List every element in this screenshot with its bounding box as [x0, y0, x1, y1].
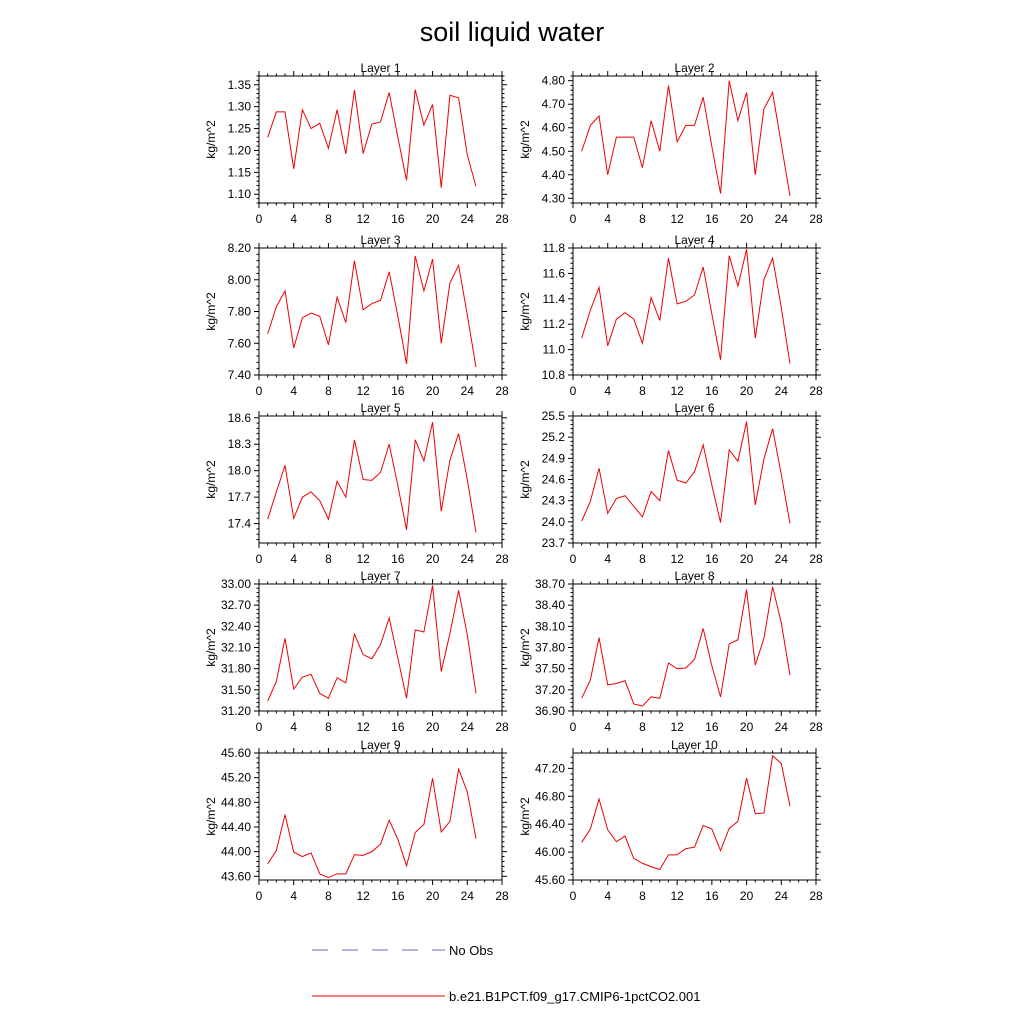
x-tick-label: 28 [809, 552, 823, 566]
y-tick-label: 1.30 [227, 99, 251, 114]
y-axis-label: kg/m^2 [204, 460, 218, 499]
x-tick-label: 8 [639, 384, 646, 398]
y-tick-label: 8.00 [227, 272, 251, 287]
x-tick-label: 28 [495, 889, 509, 903]
panel-title: Layer 8 [674, 569, 715, 583]
x-tick-label: 12 [356, 212, 370, 226]
y-tick-label: 44.80 [220, 795, 251, 810]
y-tick-label: 24.0 [541, 514, 565, 529]
x-tick-label: 16 [705, 889, 719, 903]
panel-title: Layer 6 [674, 401, 715, 415]
x-tick-label: 12 [670, 384, 684, 398]
y-tick-label: 18.6 [227, 410, 251, 425]
y-tick-label: 45.60 [220, 746, 251, 760]
y-tick-label: 46.00 [534, 845, 565, 860]
panel-layer-10 [518, 738, 823, 903]
panel-layer-4 [518, 233, 823, 398]
x-tick-label: 28 [809, 212, 823, 226]
x-tick-label: 0 [255, 552, 263, 566]
panel-layer-9 [204, 738, 509, 903]
x-tick-label: 20 [739, 212, 754, 226]
legend-entry-no-obs [312, 943, 494, 958]
x-tick-label: 4 [604, 212, 612, 226]
x-tick-label: 0 [255, 720, 263, 734]
y-tick-label: 37.20 [534, 682, 565, 697]
y-tick-label: 32.70 [220, 598, 251, 613]
plot-frame [573, 76, 816, 203]
plot-frame [259, 584, 502, 711]
x-tick-label: 12 [670, 212, 684, 226]
x-tick-label: 24 [774, 552, 788, 566]
x-tick-label: 20 [425, 720, 440, 734]
y-tick-label: 44.40 [220, 819, 251, 834]
x-tick-label: 4 [290, 720, 298, 734]
panel-title: Layer 9 [360, 738, 401, 752]
x-tick-label: 24 [460, 212, 474, 226]
x-tick-label: 8 [639, 212, 646, 226]
y-tick-label: 17.4 [227, 516, 251, 531]
x-tick-label: 12 [670, 720, 684, 734]
x-tick-label: 4 [290, 212, 298, 226]
plot-frame [573, 753, 816, 880]
legend-label-model-run: b.e21.B1PCT.f09_g17.CMIP6-1pctCO2.001 [449, 989, 701, 1004]
y-axis-label: kg/m^2 [518, 797, 532, 836]
series-line [582, 422, 790, 524]
figure-title: soil liquid water [419, 17, 605, 47]
series-line [268, 585, 476, 701]
x-tick-label: 20 [425, 212, 440, 226]
panel-title: Layer 2 [674, 61, 715, 75]
panel-title: Layer 7 [360, 569, 401, 583]
series-line [582, 587, 790, 706]
panel-layer-1 [204, 61, 509, 226]
y-tick-label: 44.00 [220, 844, 251, 859]
x-tick-label: 20 [739, 889, 754, 903]
y-tick-label: 24.9 [541, 451, 565, 466]
y-axis-label: kg/m^2 [518, 628, 532, 667]
series-line [582, 249, 790, 363]
x-tick-label: 28 [809, 889, 823, 903]
x-tick-label: 28 [495, 384, 509, 398]
y-axis-label: kg/m^2 [518, 120, 532, 159]
panel-title: Layer 3 [360, 233, 401, 247]
plot-frame [573, 416, 816, 543]
x-tick-label: 4 [604, 384, 612, 398]
y-tick-label: 17.7 [227, 490, 251, 505]
y-tick-label: 10.8 [541, 368, 565, 382]
y-tick-label: 4.80 [541, 73, 565, 88]
y-tick-label: 4.30 [541, 191, 565, 206]
x-tick-label: 0 [255, 384, 263, 398]
y-tick-label: 47.20 [534, 761, 565, 776]
x-tick-label: 0 [569, 552, 577, 566]
panel-layer-6 [518, 401, 823, 566]
series-line [268, 769, 476, 878]
x-tick-label: 16 [705, 720, 719, 734]
plot-frame [259, 76, 502, 203]
series-line [582, 81, 790, 196]
x-tick-label: 4 [290, 552, 298, 566]
x-tick-label: 20 [739, 552, 754, 566]
y-tick-label: 36.90 [534, 704, 565, 718]
x-tick-label: 12 [670, 889, 684, 903]
y-tick-label: 18.0 [227, 463, 251, 478]
x-tick-label: 4 [604, 889, 612, 903]
panel-title: Layer 4 [674, 233, 715, 247]
y-tick-label: 33.00 [220, 577, 251, 591]
x-tick-label: 4 [604, 552, 612, 566]
y-tick-label: 8.20 [227, 241, 251, 255]
y-tick-label: 11.0 [542, 342, 565, 357]
x-tick-label: 0 [569, 212, 577, 226]
x-tick-label: 4 [604, 720, 612, 734]
y-tick-label: 43.60 [220, 869, 251, 884]
x-tick-label: 8 [325, 212, 332, 226]
x-tick-label: 16 [391, 384, 405, 398]
x-tick-label: 28 [809, 384, 823, 398]
x-tick-label: 24 [774, 889, 788, 903]
panel-title: Layer 10 [671, 738, 718, 752]
series-line [268, 256, 476, 367]
legend-label-no-obs: No Obs [449, 943, 494, 958]
y-tick-label: 46.40 [534, 817, 565, 832]
x-tick-label: 4 [290, 384, 298, 398]
y-tick-label: 24.6 [541, 472, 565, 487]
x-tick-label: 0 [569, 720, 577, 734]
x-tick-label: 0 [255, 212, 263, 226]
y-tick-label: 38.40 [534, 598, 565, 613]
y-axis-label: kg/m^2 [518, 292, 532, 331]
y-tick-label: 18.3 [227, 437, 251, 452]
legend-entry-model-run [312, 989, 700, 1004]
panel-layer-7 [204, 569, 509, 734]
y-tick-label: 11.8 [542, 241, 565, 255]
plot-frame [573, 248, 816, 375]
panel-layer-8 [518, 569, 823, 734]
x-tick-label: 8 [325, 384, 332, 398]
x-tick-label: 12 [356, 384, 370, 398]
y-tick-label: 4.40 [541, 167, 565, 182]
x-tick-label: 24 [460, 720, 474, 734]
y-tick-label: 1.15 [227, 165, 251, 180]
x-tick-label: 24 [460, 384, 474, 398]
x-tick-label: 12 [356, 889, 370, 903]
x-tick-label: 16 [391, 552, 405, 566]
x-tick-label: 20 [425, 552, 440, 566]
panel-layer-5 [204, 401, 509, 566]
y-tick-label: 45.20 [220, 770, 251, 785]
x-tick-label: 8 [325, 889, 332, 903]
panel-title: Layer 5 [360, 401, 401, 415]
y-tick-label: 7.60 [227, 336, 251, 351]
plot-frame [259, 416, 502, 543]
y-tick-label: 1.20 [227, 143, 251, 158]
y-tick-label: 24.3 [541, 493, 565, 508]
legend [312, 943, 700, 1004]
x-tick-label: 20 [739, 384, 754, 398]
x-tick-label: 16 [705, 552, 719, 566]
plot-frame [573, 584, 816, 711]
y-tick-label: 7.80 [227, 304, 251, 319]
x-tick-label: 0 [569, 384, 577, 398]
panel-grid [204, 61, 823, 903]
x-tick-label: 8 [639, 720, 646, 734]
x-tick-label: 8 [639, 552, 646, 566]
y-axis-label: kg/m^2 [204, 797, 218, 836]
y-tick-label: 1.10 [227, 187, 251, 202]
y-tick-label: 4.70 [541, 97, 565, 112]
x-tick-label: 20 [425, 889, 440, 903]
y-axis-label: kg/m^2 [204, 628, 218, 667]
plot-frame [259, 753, 502, 880]
y-tick-label: 11.4 [542, 291, 565, 306]
panel-title: Layer 1 [360, 61, 401, 75]
x-tick-label: 20 [425, 384, 440, 398]
series-line [268, 90, 476, 188]
x-tick-label: 8 [639, 889, 646, 903]
panel-layer-3 [204, 233, 509, 398]
x-tick-label: 12 [356, 552, 370, 566]
x-tick-label: 16 [391, 720, 405, 734]
x-tick-label: 16 [705, 212, 719, 226]
y-tick-label: 25.5 [541, 409, 565, 423]
y-tick-label: 11.6 [542, 266, 565, 281]
x-tick-label: 16 [391, 212, 405, 226]
x-tick-label: 16 [705, 384, 719, 398]
y-tick-label: 37.50 [534, 661, 565, 676]
y-axis-label: kg/m^2 [518, 460, 532, 499]
x-tick-label: 28 [495, 212, 509, 226]
y-tick-label: 31.80 [220, 661, 251, 676]
x-tick-label: 24 [774, 384, 788, 398]
panel-layer-2 [518, 61, 823, 226]
y-tick-label: 1.25 [227, 121, 251, 136]
x-tick-label: 12 [670, 552, 684, 566]
x-tick-label: 8 [325, 552, 332, 566]
y-tick-label: 25.2 [541, 430, 565, 445]
y-tick-label: 32.10 [220, 640, 251, 655]
series-line [582, 756, 790, 870]
x-tick-label: 0 [255, 889, 263, 903]
x-tick-label: 24 [774, 720, 788, 734]
y-axis-label: kg/m^2 [204, 292, 218, 331]
x-tick-label: 28 [809, 720, 823, 734]
y-tick-label: 38.10 [534, 619, 565, 634]
y-tick-label: 46.80 [534, 789, 565, 804]
y-tick-label: 4.50 [541, 144, 565, 159]
x-tick-label: 4 [290, 889, 298, 903]
y-tick-label: 38.70 [534, 577, 565, 591]
x-tick-label: 28 [495, 720, 509, 734]
y-tick-label: 31.50 [220, 682, 251, 697]
series-line [268, 422, 476, 532]
x-tick-label: 8 [325, 720, 332, 734]
y-tick-label: 1.35 [227, 77, 251, 92]
x-tick-label: 20 [739, 720, 754, 734]
y-axis-label: kg/m^2 [204, 120, 218, 159]
x-tick-label: 24 [460, 552, 474, 566]
x-tick-label: 24 [460, 889, 474, 903]
x-tick-label: 12 [356, 720, 370, 734]
y-tick-label: 7.40 [227, 368, 251, 382]
x-tick-label: 0 [569, 889, 577, 903]
y-tick-label: 32.40 [220, 619, 251, 634]
plot-frame [259, 248, 502, 375]
y-tick-label: 31.20 [220, 704, 251, 718]
y-tick-label: 11.2 [542, 317, 565, 332]
x-tick-label: 28 [495, 552, 509, 566]
x-tick-label: 16 [391, 889, 405, 903]
y-tick-label: 45.60 [534, 873, 565, 887]
y-tick-label: 37.80 [534, 640, 565, 655]
y-tick-label: 4.60 [541, 120, 565, 135]
x-tick-label: 24 [774, 212, 788, 226]
y-tick-label: 23.7 [541, 536, 565, 550]
